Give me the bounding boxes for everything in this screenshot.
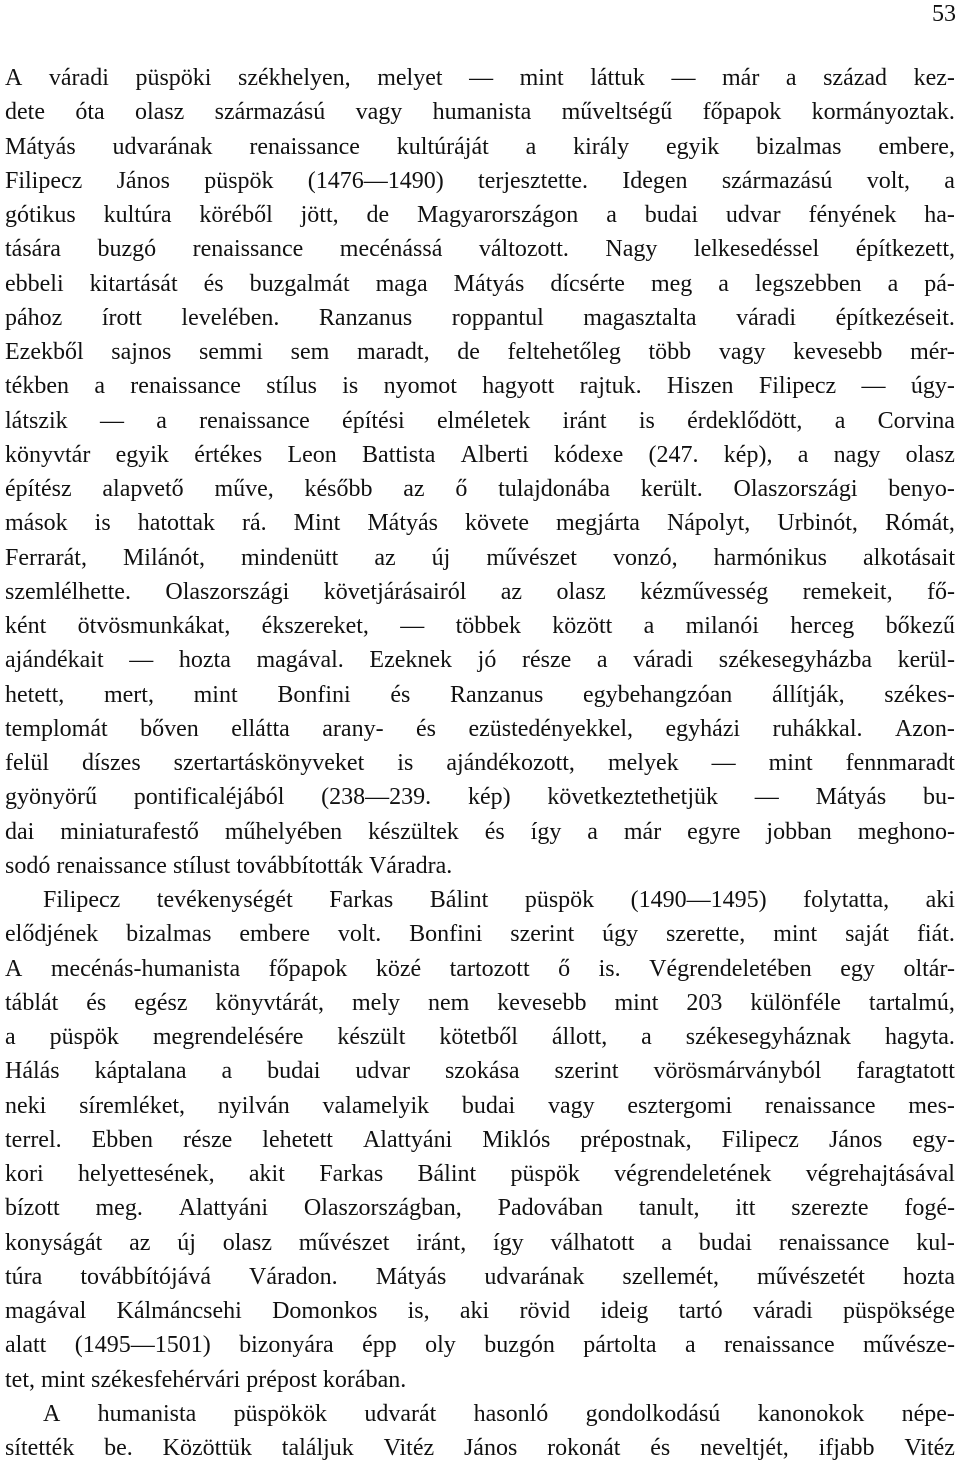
text-line: ebbeli kitartását és buzgalmát maga Mátyás dícsérte meg a legszebben a pá-	[5, 270, 955, 297]
text-line: elődjének bizalmas embere volt. Bonfini szerint úgy szerette, mint saját fiát.	[5, 921, 955, 948]
body-text	[5, 61, 955, 1465]
text-line: dete óta olasz származású vagy humanista műveltségű főpapok kormányoztak.	[5, 99, 955, 126]
paragraph	[5, 883, 955, 1397]
text-line: Ferrarát, Milánót, mindenütt az új művészet vonzó, harmónikus alkotásait	[5, 544, 955, 571]
text-line: szemlélhette. Olaszországi követjárásairól az olasz kézművesség remekeit, fő-	[5, 578, 955, 605]
text-line: a püspök megrendelésére készült kötetből állott, a székesegyháznak hagyta.	[5, 1024, 955, 1050]
text-line: tet, mint székesfehérvári prépost korában.	[5, 1366, 407, 1393]
text-line: könyvtár egyik értékes Leon Battista Alberti kódexe (247. kép), a nagy olasz	[5, 441, 955, 468]
text-line: Ezekből sajnos semmi sem maradt, de feltehetőleg több vagy kevesebb mér-	[5, 339, 955, 365]
text-line: magával Kálmáncsehi Domonkos is, aki rövid ideig tartó váradi püspöksége	[5, 1298, 955, 1324]
text-line: pához írott levelében. Ranzanus roppantul magasztalta váradi építkezéseit.	[5, 304, 955, 331]
text-line: látszik — a renaissance építési elméletek iránt is érdeklődött, a Corvina	[5, 407, 955, 434]
text-line: bízott meg. Alattyáni Olaszországban, Padovában tanult, itt szerezte fogé-	[5, 1195, 955, 1222]
text-line: hetett, mert, mint Bonfini és Ranzanus egybehangzóan állítják, székes-	[5, 681, 955, 708]
text-line: Filipecz tevékenységét Farkas Bálint püspök (1490—1495) folytatta, aki	[43, 887, 955, 913]
text-line: felül díszes szertartáskönyveket is ajándékozott, melyek — mint fennmaradt	[5, 750, 955, 776]
text-line: A mecénás-humanista főpapok közé tartozott ő is. Végrendeletében egy oltár-	[5, 955, 955, 982]
text-line: tására buzgó renaissance mecénássá változott. Nagy lelkesedéssel építkezett,	[5, 236, 955, 263]
text-line: építész alapvető műve, később az ő tulajdonába került. Olaszországi benyo-	[5, 476, 955, 502]
text-line: mások is hatottak rá. Mint Mátyás követe megjárta Nápolyt, Urbinót, Rómát,	[5, 510, 955, 537]
text-line: táblát és egész könyvtárát, mely nem kevesebb mint 203 különféle tartalmú,	[5, 989, 955, 1016]
text-line: A váradi püspöki székhelyen, melyet — mint láttuk — már a század kez-	[5, 65, 955, 91]
text-line: gótikus kultúra köréből jött, de Magyarországon a budai udvar fényének ha-	[5, 202, 955, 228]
text-line: ajándékait — hozta magával. Ezeknek jó része a váradi székesegyházba kerül-	[5, 647, 955, 674]
text-line: túra továbbítójává Váradon. Mátyás udvarának szellemét, művészetét hozta	[5, 1263, 955, 1290]
text-line: Mátyás udvarának renaissance kultúráját a király egyik bizalmas embere,	[5, 133, 955, 160]
text-line: terrel. Ebben része lehetett Alattyáni Miklós prépostnak, Filipecz János egy-	[5, 1126, 955, 1153]
text-line: templomát bőven ellátta arany- és ezüstedényekkel, egyházi ruhákkal. Azon-	[5, 715, 955, 742]
paragraph	[5, 1397, 955, 1465]
paragraph	[5, 61, 955, 883]
text-line: dai miniaturafestő műhelyében készültek és így a már egyre jobban meghono-	[5, 818, 955, 845]
page-number: 53	[932, 1, 956, 27]
text-line: Filipecz János püspök (1476—1490) terjesztette. Idegen származású volt, a	[5, 167, 955, 194]
text-line: sítették be. Közöttük találjuk Vitéz János rokonát és neveltjét, ifjabb Vitéz	[5, 1435, 955, 1461]
text-line: Hálás káptalana a budai udvar szokása szerint vörösmárványból faragtatott	[5, 1058, 955, 1085]
text-line: kori helyettesének, akit Farkas Bálint püspök végrendeletének végrehajtásával	[5, 1161, 955, 1187]
text-line: sodó renaissance stílust továbbították Váradra.	[5, 852, 453, 879]
text-line: alatt (1495—1501) bizonyára épp oly buzgón pártolta a renaissance művésze-	[5, 1332, 955, 1359]
text-line: ként ötvösmunkákat, ékszereket, — többek között a milanói herceg bőkezű	[5, 613, 955, 639]
text-line: tékben a renaissance stílus is nyomot hagyott rajtuk. Hiszen Filipecz — úgy-	[5, 373, 955, 400]
text-line: konyságát az új olasz művészet iránt, így válhatott a budai renaissance kul-	[5, 1229, 955, 1256]
text-line: A humanista püspökök udvarát hasonló gondolkodású kanonokok népe-	[43, 1400, 955, 1427]
text-line: gyönyörű pontificaléjából (238—239. kép) következtethetjük — Mátyás bu-	[5, 784, 955, 811]
text-line: neki síremléket, nyilván valamelyik budai vagy esztergomi renaissance mes-	[5, 1092, 955, 1119]
